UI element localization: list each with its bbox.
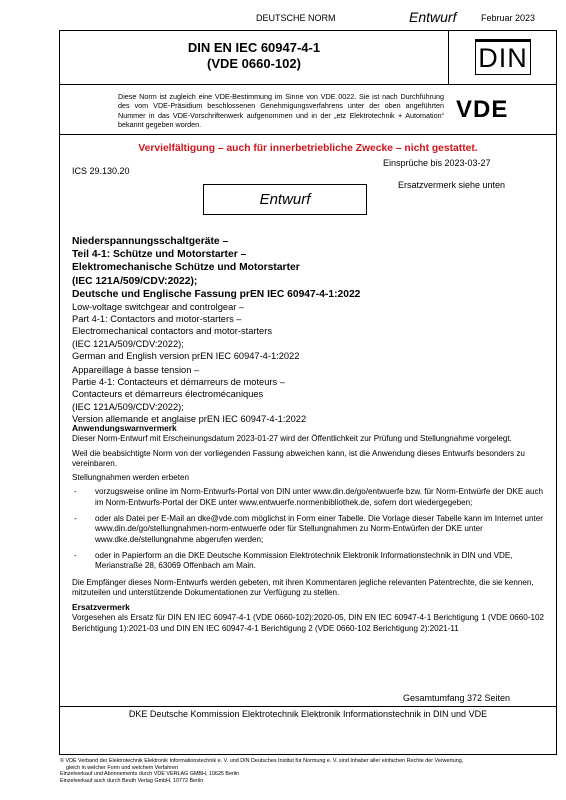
list-item-text: oder als Datei per E-Mail an dke@vde.com möglichst in Form einer Tabelle. Die Vorlage dieser Tabelle kann im Internet unter www.din.de/go/stellungnahmen-norm-entwuerfe oder für Stellungnahmen zu Norm-Entwürfen der DKE unter www.dke.de/stellungnahme abgerufen werden; — [95, 514, 543, 544]
publication-date: Februar 2023 — [481, 13, 536, 23]
title-german-line: (IEC 121A/509/CDV:2022); — [72, 275, 198, 287]
title-french-line: Version allemande et anglaise prEN IEC 60947-4-1:2022 — [72, 413, 307, 424]
divider — [59, 134, 557, 135]
footer-line: Einzelverkauf auch durch Beuth Verlag GmbH, 10772 Berlin — [60, 777, 204, 784]
title-german-line: Elektromechanische Schütze und Motorstarter — [72, 262, 300, 274]
list-item: - oder in Papierform an die DKE Deutsche Kommission Elektrotechnik Elektronik Informationstechnik in DIN und VDE, Merianstraße 28, 63069 Offenbach am Main. — [74, 550, 513, 571]
replacement-heading: Ersatzvermerk — [72, 602, 130, 613]
footer-line: Einzelverkauf und Abonnements durch VDE VERLAG GMBH, 10625 Berlin — [60, 771, 240, 778]
vde-regulation-note: Diese Norm ist zugleich eine VDE-Bestimmung im Sinne von VDE 0022. Sie ist nach Durchführung des vom VDE-Präsidium beschlossenen Genehmigungsverfahrens unter der oben angeführten Nummer in das VDE-Vorschriftenwerk aufgenommen und in der „etz Elektrotechnik + Automation“ bekannt gegeben worden. — [118, 92, 444, 130]
title-english-line: German and English version prEN IEC 60947-4-1:2022 — [72, 350, 300, 361]
dke-committee: DKE Deutsche Kommission Elektrotechnik Elektronik Informationstechnik in DIN und VDE — [128, 709, 488, 719]
footer-line: © VDE Verband der Elektrotechnik Elektronik Informationstechnik e. V. und DIN Deutsches Institut für Normung e. V. sind Inhaber aller einfachen Rechte der Verwertung, — [60, 758, 464, 764]
title-english — [72, 301, 299, 362]
title-french-line: (IEC 121A/509/CDV:2022); — [72, 401, 184, 412]
vde-logo: VDE — [456, 96, 509, 123]
objection-deadline: Einsprüche bis 2023-03-27 — [383, 158, 491, 168]
title-french-line: Partie 4-1: Contacteurs et démarreurs de moteurs – — [72, 377, 285, 388]
list-item: - oder als Datei per E-Mail an dke@vde.com möglichst in Form einer Tabelle. Die Vorlage dieser Tabelle kann im Internet unter www.din.de/go/stellungnahmen-norm-entwuerfe oder für Stellungnahmen zu Norm-Entwürfen der DKE unter www.dke.de/stellungnahme abgerufen werden; — [74, 514, 543, 544]
replacement-note-ref: Ersatzvermerk siehe unten — [398, 180, 506, 190]
draft-stamp-box — [203, 184, 367, 215]
total-pages: Gesamtumfang 372 Seiten — [403, 693, 511, 703]
title-german-line: Niederspannungsschaltgeräte – — [72, 236, 229, 247]
footer-line: gleich in welcher Form und welchem Verfahren — [66, 764, 179, 771]
title-english-line: Electromechanical contactors and motor-starters — [72, 326, 272, 337]
usage-paragraph: Die Empfänger dieses Norm-Entwurfs werden gebeten, mit ihren Kommentaren jegliche relevanten Patentrechte, die sie kennen, mitzuteilen und unterstützende Dokumentationen zur Verfügung zu stellen. — [72, 577, 534, 597]
din-logo-box — [449, 30, 557, 85]
title-french-line: Appareillage à basse tension – — [72, 365, 200, 375]
usage-warning-section — [72, 423, 544, 638]
usage-paragraph: Weil die beabsichtigte Norm von der vorliegenden Fassung abweichen kann, ist die Anwendung dieses Entwurfs besonders zu vereinbaren. — [72, 448, 525, 468]
copy-warning: Vervielfältigung – auch für innerbetriebliche Zwecke – nicht gestattet. — [138, 143, 478, 154]
ics-code: ICS 29.130.20 — [72, 166, 130, 176]
standard-number: DIN EN IEC 60947-4-1 — [187, 40, 321, 55]
din-logo: DIN — [475, 39, 531, 75]
draft-status-label: Entwurf — [409, 9, 457, 25]
comment-channel-list — [72, 487, 544, 571]
list-item: - vorzugsweise online im Norm-Entwurfs-Portal von DIN unter www.din.de/go/entwuerfe bzw. für Norm-Entwürfe der DKE auch im Norm-Entwurfs-Portal der DKE unter www.entwuerfe.normenbibliothek.de, sofern dort wiedergegeben; — [74, 487, 544, 507]
usage-warning-heading: Anwendungswarnvermerk — [72, 423, 177, 433]
title-english-line: (IEC 121A/509/CDV:2022); — [72, 338, 184, 349]
title-french — [72, 364, 306, 425]
list-item-text: oder in Papierform an die DKE Deutsche Kommission Elektrotechnik Elektronik Informationstechnik in DIN und VDE, Merianstraße 28, 63069 Offenbach am Main. — [95, 550, 513, 571]
title-french-line: Contacteurs et démarreurs électromécaniques — [72, 389, 264, 400]
title-english-line: Low-voltage switchgear and controlgear – — [72, 302, 245, 312]
title-german — [72, 235, 360, 301]
title-english-line: Part 4-1: Contactors and motor-starters – — [72, 314, 242, 325]
standard-type-label: DEUTSCHE NORM — [256, 13, 336, 23]
divider — [59, 706, 557, 707]
usage-paragraph: Stellungnahmen werden erbeten — [72, 473, 189, 483]
usage-paragraph: Dieser Norm-Entwurf mit Erscheinungsdatum 2023-01-27 wird der Öffentlichkeit zur Prüfung und Stellungnahme vorgelegt. — [72, 434, 512, 444]
copyright-footer — [60, 758, 560, 784]
replacement-text: Vorgesehen als Ersatz für DIN EN IEC 60947-4-1 (VDE 0660-102):2020-05, DIN EN IEC 60947-4-1 Berichtigung 1 (VDE 0660-102 Berichtigung 1):2021-03 und DIN EN IEC 60947-4-1 Berichtigung 2 (VDE 0660-102 Berichtigung 2):2021-11 — [72, 613, 544, 633]
title-german-line: Deutsche und Englische Fassung prEN IEC 60947-4-1:2022 — [72, 288, 361, 300]
draft-stamp-label: Entwurf — [259, 191, 311, 208]
list-item-text: vorzugsweise online im Norm-Entwurfs-Portal von DIN unter www.din.de/go/entwuerfe bzw. für Norm-Entwürfe der DKE auch im Norm-Entwurfs-Portal der DKE unter www.entwuerfe.normenbibliothek.de, sofern dort wiedergegeben; — [95, 487, 544, 507]
title-german-line: Teil 4-1: Schütze und Motorstarter – — [72, 249, 247, 261]
vde-number: (VDE 0660-102) — [207, 56, 301, 71]
